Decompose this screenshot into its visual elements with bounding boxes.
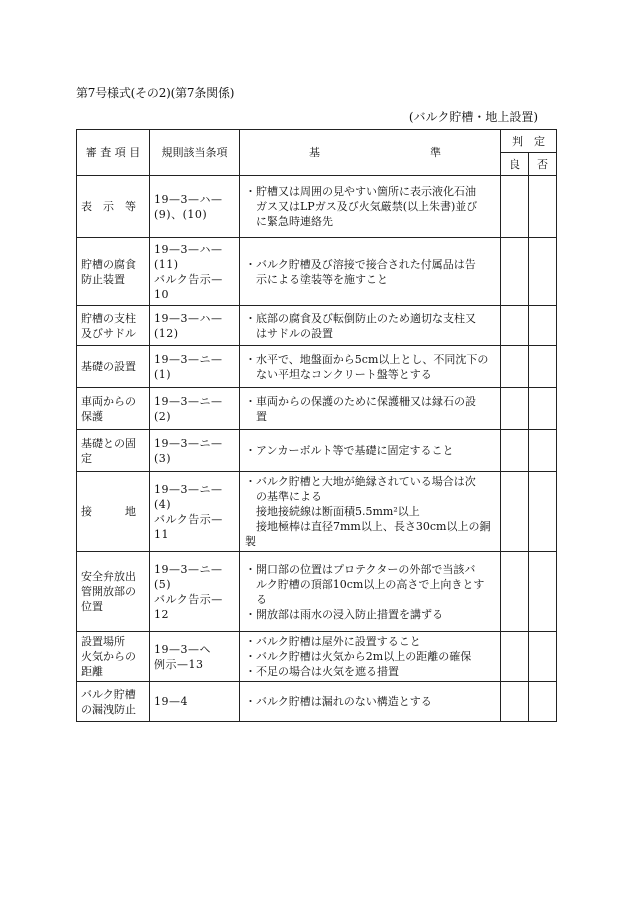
judge-bad-cell (529, 346, 557, 388)
review-item-line: 安全弁放出 (81, 570, 136, 583)
table-body (77, 176, 557, 722)
header-item: 審 査 項 目 (77, 130, 150, 176)
judge-good-cell (501, 238, 529, 306)
article-ref (150, 306, 240, 346)
review-item-line: 距離 (81, 665, 103, 678)
review-item (77, 430, 150, 472)
review-item (77, 632, 150, 682)
judge-bad-cell (529, 388, 557, 430)
article-ref-line: 19—3—ニ— (154, 394, 223, 408)
article-ref-line: (11) (154, 257, 179, 271)
article-ref-line: (9)、(10) (154, 207, 208, 221)
judge-bad-cell (529, 430, 557, 472)
review-item-line: 貯槽の支柱 (81, 311, 136, 325)
standard-text-line: 接地接続線は断面積5.5mm²以上 (245, 505, 420, 518)
standard-text (240, 430, 501, 472)
standard-text-line: ・バルク貯槽と大地が絶縁されている場合は次 (245, 475, 476, 488)
header-good: 良 (501, 153, 529, 176)
header-article: 規則該当条項 (150, 130, 240, 176)
judge-bad-cell (529, 472, 557, 552)
review-item-line: 位置 (81, 600, 103, 613)
article-ref-line: 19—4 (154, 695, 188, 708)
header-standard (240, 130, 501, 176)
header-standard-right: 準 (430, 146, 441, 159)
standard-text-line: ・不足の場合は火気を遮る措置 (245, 665, 399, 678)
standard-text-line: ・開放部は雨水の浸入防止措置を講ずる (245, 607, 443, 621)
standard-text-line: 示による塗装等を施すこと (245, 272, 388, 286)
standard-text-line: ・開口部の位置はプロテクターの外部で当該バ (245, 562, 476, 576)
judge-bad-cell (529, 682, 557, 722)
article-ref-line: バルク告示— (154, 272, 223, 286)
standard-text (240, 176, 501, 238)
article-ref-line: 11 (154, 527, 169, 541)
judge-good-cell (501, 176, 529, 238)
table-row (77, 388, 557, 430)
standard-text-line: ・バルク貯槽は火気から2m以上の距離の確保 (245, 650, 472, 663)
review-item (77, 238, 150, 306)
header-bad: 否 (529, 153, 557, 176)
review-item-line: 車両からの (81, 394, 136, 408)
standard-text-line: ガス又はLPガス及び火気厳禁(以上朱書)並び (245, 200, 478, 213)
article-ref-line: 10 (154, 287, 169, 301)
article-ref (150, 238, 240, 306)
review-item-line: 火気からの (81, 650, 136, 663)
form-title: 第7号様式(その2)(第7条関係) (76, 86, 235, 100)
standard-text-line: ・バルク貯槽及び溶接で接合された付属品は告 (245, 257, 476, 271)
article-ref (150, 472, 240, 552)
standard-text-line: 置 (245, 409, 267, 423)
review-item-line: 貯槽の腐食 (81, 257, 136, 271)
review-item-line: 保護 (81, 409, 103, 423)
article-ref-line: (5) (154, 577, 172, 591)
article-ref (150, 632, 240, 682)
judge-bad-cell (529, 306, 557, 346)
article-ref-line: バルク告示— (154, 512, 223, 526)
article-ref-line: 例示—13 (154, 657, 204, 671)
table-row (77, 238, 557, 306)
standard-text-line: ない平坦なコンクリート盤等とする (245, 367, 432, 381)
review-table (76, 129, 557, 722)
review-item-line: 定 (81, 451, 92, 465)
review-item-line: の漏洩防止 (81, 702, 136, 716)
review-item-line: 管開放部の (81, 585, 136, 598)
article-ref (150, 552, 240, 632)
table-row (77, 176, 557, 238)
standard-text (240, 388, 501, 430)
judge-good-cell (501, 682, 529, 722)
article-ref-line: 19—3—ヘ (154, 642, 211, 656)
article-ref-line: 19—3—ハ— (154, 192, 223, 206)
standard-text-line: ・底部の腐食及び転倒防止のため適切な支柱又 (245, 311, 476, 325)
standard-text-line: ・バルク貯槽は漏れのない構造とする (245, 695, 432, 708)
table-row (77, 632, 557, 682)
article-ref-line: 19—3—ニ— (154, 562, 223, 576)
article-ref-line: (1) (154, 367, 172, 381)
article-ref-line: 19—3—ハ— (154, 242, 223, 256)
standard-text (240, 552, 501, 632)
standard-text-line: ・水平で、地盤面から5cm以上とし、不同沈下の (245, 352, 489, 366)
article-ref-line: 19—3—ニ— (154, 482, 223, 496)
judge-bad-cell (529, 238, 557, 306)
review-item (77, 346, 150, 388)
judge-good-cell (501, 552, 529, 632)
judge-bad-cell (529, 552, 557, 632)
sub-title: (バルク貯槽・地上設置) (408, 110, 538, 124)
review-item (77, 552, 150, 632)
header-standard-left: 基 (309, 146, 320, 159)
review-item (77, 682, 150, 722)
judge-good-cell (501, 346, 529, 388)
standard-text-line: ルク貯槽の頂部10cm以上の高さで上向きとす (245, 577, 485, 591)
standard-text-line: る (245, 592, 267, 606)
judge-good-cell (501, 306, 529, 346)
article-ref (150, 346, 240, 388)
article-ref-line: バルク告示— (154, 592, 223, 606)
article-ref-line: 12 (154, 607, 169, 621)
review-item-line: 防止装置 (81, 272, 125, 286)
article-ref-line: (12) (154, 326, 179, 340)
standard-text-line: ・バルク貯槽は屋外に設置すること (245, 635, 421, 648)
judge-bad-cell (529, 176, 557, 238)
standard-text (240, 346, 501, 388)
standard-text (240, 472, 501, 552)
article-ref (150, 176, 240, 238)
standard-text-line: に緊急時連絡先 (245, 215, 333, 228)
judge-good-cell (501, 388, 529, 430)
article-ref (150, 388, 240, 430)
article-ref-line: 19—3—ニ— (154, 352, 223, 366)
table-row (77, 306, 557, 346)
standard-text (240, 682, 501, 722)
standard-text-line: ・貯槽又は周囲の見やすい箇所に表示液化石油 (245, 185, 476, 198)
review-item (77, 388, 150, 430)
review-item-line: 基礎の設置 (81, 360, 136, 373)
review-item-line: 表 示 等 (81, 200, 136, 213)
article-ref-line: (2) (154, 409, 172, 423)
table-row (77, 682, 557, 722)
judge-good-cell (501, 632, 529, 682)
review-item-line: 接 地 (81, 505, 136, 518)
standard-text-line: の基準による (245, 490, 322, 503)
review-item-line: 基礎との固 (81, 436, 136, 450)
table-row (77, 472, 557, 552)
review-item (77, 176, 150, 238)
standard-text-line: 接地極棒は直径7mm以上、長さ30cm以上の銅製 (245, 520, 491, 548)
review-item (77, 306, 150, 346)
article-ref (150, 682, 240, 722)
standard-text (240, 306, 501, 346)
article-ref-line: (4) (154, 497, 172, 511)
standard-text-line: ・アンカーボルト等で基礎に固定すること (245, 444, 454, 457)
header-judgement: 判 定 (501, 130, 557, 153)
judge-good-cell (501, 430, 529, 472)
article-ref-line: 19—3—ニ— (154, 436, 223, 450)
article-ref-line: 19—3—ハ— (154, 311, 223, 325)
table-row (77, 430, 557, 472)
article-ref (150, 430, 240, 472)
judge-good-cell (501, 472, 529, 552)
article-ref-line: (3) (154, 451, 172, 465)
standard-text (240, 238, 501, 306)
review-item (77, 472, 150, 552)
standard-text-line: ・車両からの保護のために保護柵又は縁石の設 (245, 394, 476, 408)
review-item-line: 及びサドル (81, 326, 136, 340)
judge-bad-cell (529, 632, 557, 682)
review-item-line: 設置場所 (81, 635, 125, 648)
table-row (77, 552, 557, 632)
review-item-line: バルク貯槽 (81, 687, 136, 701)
standard-text (240, 632, 501, 682)
table-row (77, 346, 557, 388)
standard-text-line: はサドルの設置 (245, 326, 333, 340)
